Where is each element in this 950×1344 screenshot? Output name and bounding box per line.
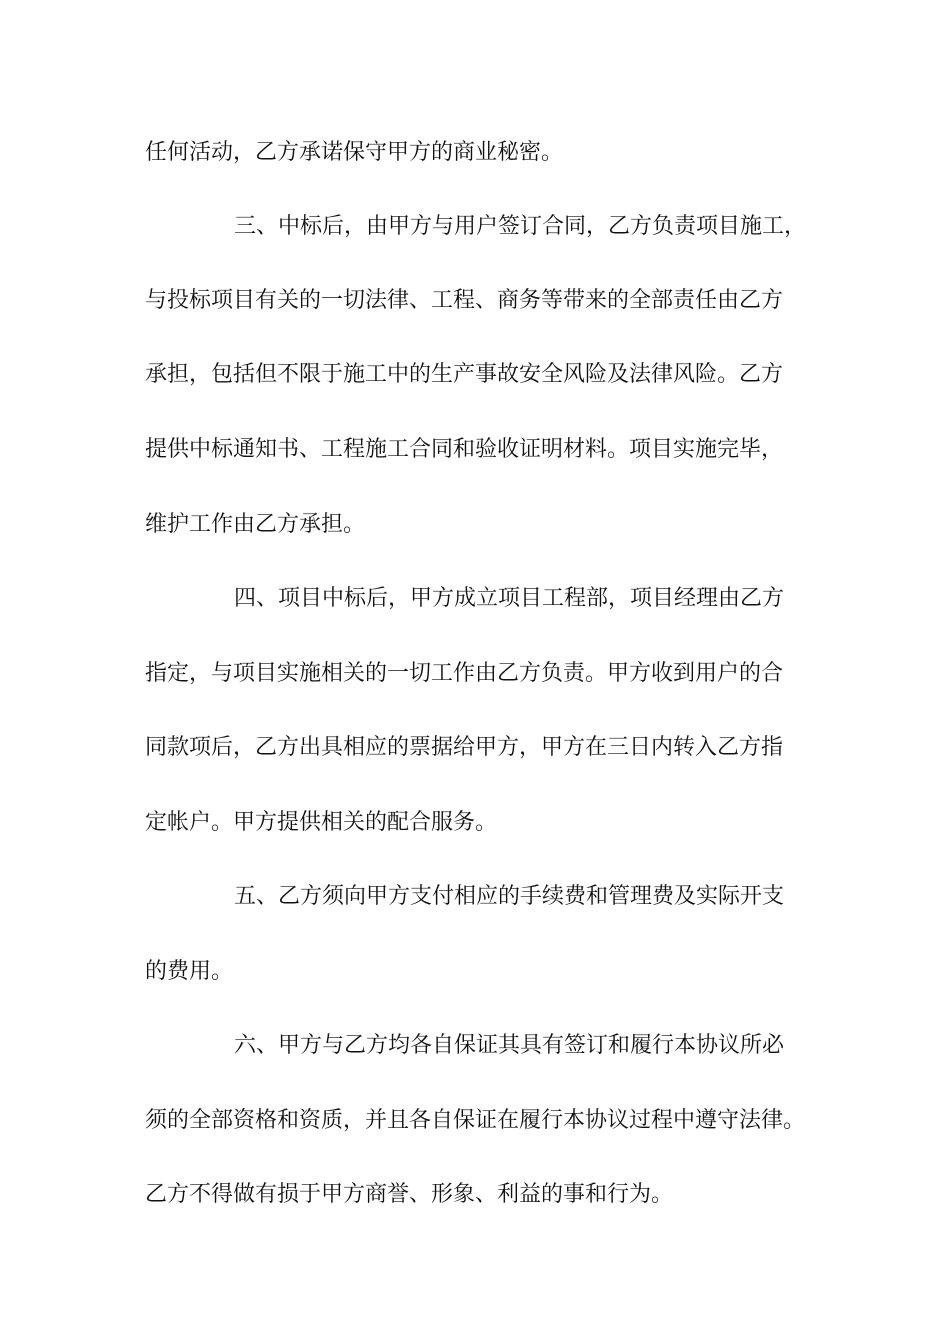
- clause-3-line-5: 维护工作由乙方承担。: [145, 512, 366, 537]
- clause-6-line-1: 六、甲方与乙方均各自保证其具有签订和履行本协议所必: [234, 1033, 785, 1058]
- clause-3-line-4: 提供中标通知书、工程施工合同和验收证明材料。项目实施完毕，: [145, 437, 784, 462]
- clause-5-line-2: 的费用。: [145, 959, 234, 984]
- clause-6-line-3: 乙方不得做有损于甲方商誉、形象、利益的事和行为。: [145, 1182, 674, 1207]
- clause-3-line-3: 承担，包括但不限于施工中的生产事故安全风险及法律风险。乙方: [145, 362, 784, 387]
- clause-5-line-1: 五、乙方须向甲方支付相应的手续费和管理费及实际开支: [234, 884, 785, 909]
- clause-4-line-4: 定帐户。甲方提供相关的配合服务。: [145, 810, 498, 835]
- clause-4-line-1: 四、项目中标后，甲方成立项目工程部，项目经理由乙方: [234, 586, 785, 611]
- clause-3-line-1: 三、中标后，由甲方与用户签订合同，乙方负责项目施工，: [234, 214, 807, 239]
- clause-4-line-3: 同款项后，乙方出具相应的票据给甲方，甲方在三日内转入乙方指: [145, 735, 784, 760]
- clause-3-line-2: 与投标项目有关的一切法律、工程、商务等带来的全部责任由乙方: [145, 288, 784, 313]
- text-line-1: 任何活动，乙方承诺保守甲方的商业秘密。: [145, 140, 564, 165]
- clause-6-line-2: 须的全部资格和资质，并且各自保证在履行本协议过程中遵守法律。: [145, 1108, 806, 1133]
- clause-4-line-2: 指定，与项目实施相关的一切工作由乙方负责。甲方收到用户的合: [145, 661, 784, 686]
